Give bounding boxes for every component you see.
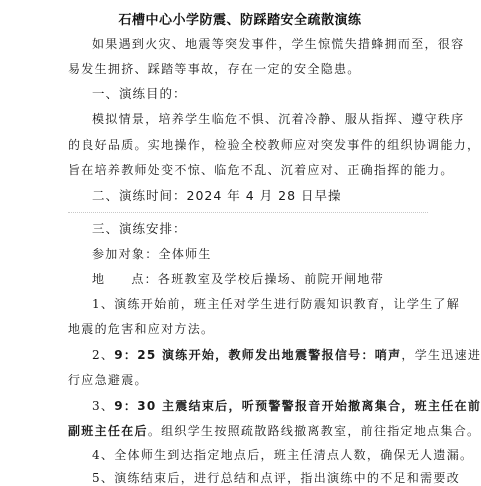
step-3-rest-text: 。组织学生按照疏散路线撤离教室，前往指定地点集合。 bbox=[147, 424, 481, 438]
intro-line-2: 易发生拥挤、踩踏等事故，存在一定的安全隐患。 bbox=[68, 62, 361, 76]
step-2-line-1 bbox=[92, 347, 481, 363]
step-2-number: 2、 bbox=[92, 348, 115, 362]
intro-line-1: 如果遇到火灾、地震等突发事件，学生惊慌失措蜂拥而至，很容 bbox=[92, 37, 465, 51]
participants-line bbox=[92, 246, 420, 262]
step-3-bold-text-2: 副班主任在后 bbox=[68, 424, 148, 438]
step-1-line-1: 1、演练开始前，班主任对学生进行防震知识教育，让学生了解 bbox=[92, 297, 461, 311]
step-4-line: 4、全体师生到达指定地点后，班主任清点人数，确保无人遗漏。 bbox=[92, 448, 474, 462]
step-5-line: 5、演练结束后，进行总结和点评，指出演练中的不足和需要改 bbox=[92, 471, 461, 485]
step-1-line-2: 地震的危害和应对方法。 bbox=[68, 322, 215, 336]
participants-label: 参加对象： bbox=[92, 247, 159, 261]
location-value: 各班教室及学校后操场、前院开闸地带 bbox=[157, 272, 385, 286]
step-3-line-1 bbox=[92, 398, 481, 414]
location-label-b: 点： bbox=[131, 272, 158, 286]
step-2-bold-text: 9：25 演练开始，教师发出地震警报信号：哨声 bbox=[114, 348, 402, 362]
section-heading-time bbox=[92, 188, 420, 204]
document-title: 石槽中心小学防震、防踩踏安全疏散演练 bbox=[118, 13, 362, 28]
time-value: 2024 年 4 月 28 日早操 bbox=[186, 188, 342, 203]
step-2-rest-text: ，学生迅速进 bbox=[401, 348, 481, 362]
section-heading-purpose: 一、演练目的： bbox=[92, 86, 187, 101]
participants-value: 全体师生 bbox=[158, 247, 212, 261]
divider bbox=[68, 212, 428, 213]
section-heading-arrangement: 三、演练安排： bbox=[92, 221, 187, 236]
purpose-line-3: 旨在培养教师处变不惊、临危不乱、沉着应对、正确指挥的能力。 bbox=[68, 163, 454, 177]
step-3-number: 3、 bbox=[92, 399, 115, 413]
location-label-a: 地 bbox=[92, 272, 106, 286]
step-2-line-2: 行应急避震。 bbox=[68, 373, 148, 387]
step-3-line-2 bbox=[68, 423, 481, 439]
time-label: 二、演练时间： bbox=[92, 188, 187, 203]
purpose-line-1: 模拟情景，培养学生临危不惧、沉着冷静、服从指挥、遵守秩序 bbox=[92, 112, 465, 126]
location-line bbox=[92, 271, 420, 287]
purpose-line-2: 的良好品质。实地操作，检验全校教师应对突发事件的组织协调能力， bbox=[68, 138, 481, 152]
step-3-bold-text: 9：30 主震结束后，听预警警报音开始撤离集合，班主任在前 bbox=[114, 399, 481, 413]
